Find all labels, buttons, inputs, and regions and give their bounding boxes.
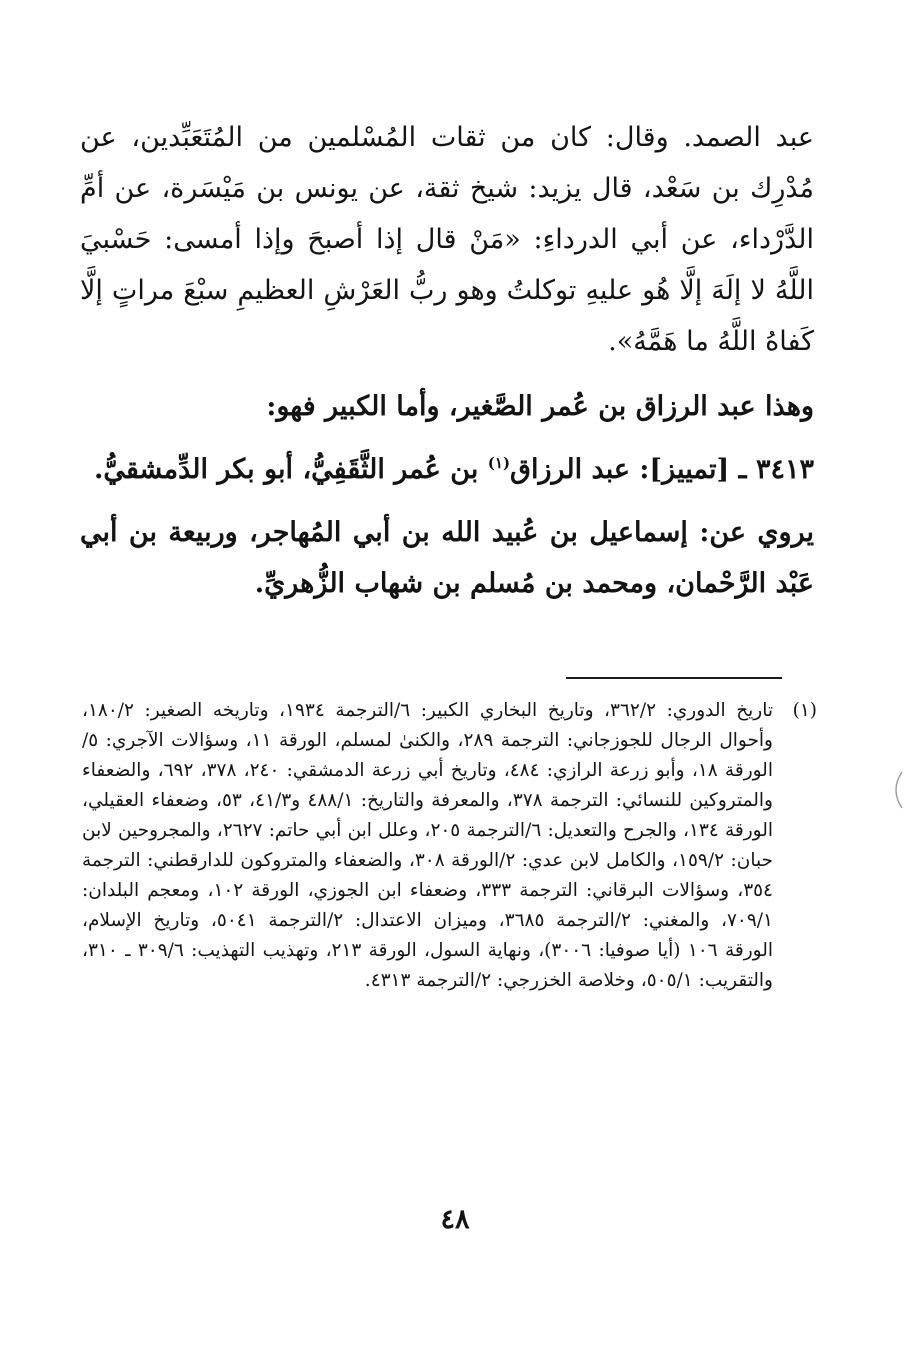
footnote-separator <box>566 677 782 679</box>
paragraph-gap <box>80 432 814 444</box>
footnote-marker: (١) <box>792 700 817 721</box>
narrates-label: يروي عن: <box>699 517 814 548</box>
footnote-item <box>82 696 817 996</box>
main-text <box>80 112 814 609</box>
paragraph-gap <box>80 495 814 507</box>
footnote-text: تاريخ الدوري: ٣٦٢/٢، وتاريخ البخاري الكبير: ٦/الترجمة ١٩٣٤، وتاريخه الصغير: ١٨٠/٢، وأحوال الرجال للجوزجاني: الترجمة ٢٨٩، والكنىٰ لمسلم، الورقة ١١، وسؤالات الآجري: ٥/الورقة ١٨، وأبو زرعة الرازي: ٤٨٤، وتاريخ أبي زرعة الدمشقي: ٢٤٠، ٣٧٨، ٦٩٢، والضعفاء والمتروكين للنسائي: الترجمة ٣٧٨، والمعرفة والتاريخ: ٤٨٨/١ و٤١/٣، ٥٣، وضعفاء العقيلي، الورقة ١٣٤، والجرح والتعديل: ٦/الترجمة ٢٠٥، وعلل ابن أبي حاتم: ٢٦٢٧، والمجروحين لابن حبان: ١٥٩/٢، والكامل لابن عدي: ٢/الورقة ٣٠٨، والضعفاء والمتروكون للدارقطني: الترجمة ٣٥٤، وسؤالات البرقاني: الترجمة ٣٣٣، وضعفاء ابن الجوزي، الورقة ١٠٢، ومعجم البلدان: ٧٠٩/١، والمغني: ٢/الترجمة ٣٦٨٥، وميزان الاعتدال: ٢/الترجمة ٥٠٤١، وتاريخ الإسلام، الورقة ١٠٦ (أيا صوفيا: ٣٠٠٦)، ونهاية السول، الورقة ٢١٣، وتهذيب التهذيب: ٣٠٩/٦ ـ ٣١٠، والتقريب: ٥٠٥/١، وخلاصة الخزرجي: ٢/الترجمة ٤٣١٣. <box>82 700 774 991</box>
entry-heading <box>80 444 814 495</box>
entry-dash: ـ <box>738 454 747 485</box>
entry-number: ٣٤١٣ <box>755 454 814 485</box>
footnote-reference[interactable]: (١) <box>487 454 511 472</box>
page-number: ٤٨ <box>440 1204 470 1235</box>
entry-name: عبد الرزاق <box>510 454 630 485</box>
paragraph-hadith: عبد الصمد. وقال: كان من ثقات المُسْلمين من المُتَعَبِّدين، عن مُدْرِك بن سَعْد، قال يزيد: شيخ ثقة، عن يونس بن مَيْسَرة، عن أمِّ الدَّرْداء، عن أبي الدرداءِ: «مَنْ قال إذا أصبحَ وإذا أمسى: حَسْبيَ اللَّهُ لا إلَهَ إلَّا هُو عليهِ توكلتُ وهو ربُّ العَرْشِ العظيمِ سبْعَ مراتٍ إلَّا كَفاهُ اللَّهُ ما هَمَّهُ». <box>80 122 814 357</box>
margin-bracket-mark <box>888 770 910 810</box>
paragraph-gap <box>80 367 814 381</box>
entry-name-rest: بن عُمر الثَّقَفِيُّ، أبو بكر الدِّمشقيُّ. <box>93 454 479 485</box>
paragraph-narrates <box>80 507 814 609</box>
entry-tag: [تمييز]: <box>639 454 730 485</box>
paragraph-note: وهذا عبد الرزاق بن عُمر الصَّغير، وأما الكبير فهو: <box>266 391 814 422</box>
footnotes <box>82 696 817 996</box>
narrates-text: إسماعيل بن عُبيد الله بن أبي المُهاجر، وربيعة بن أبي عَبْد الرَّحْمان، ومحمد بن مُسلم بن شهاب الزُّهريِّ. <box>80 517 814 599</box>
